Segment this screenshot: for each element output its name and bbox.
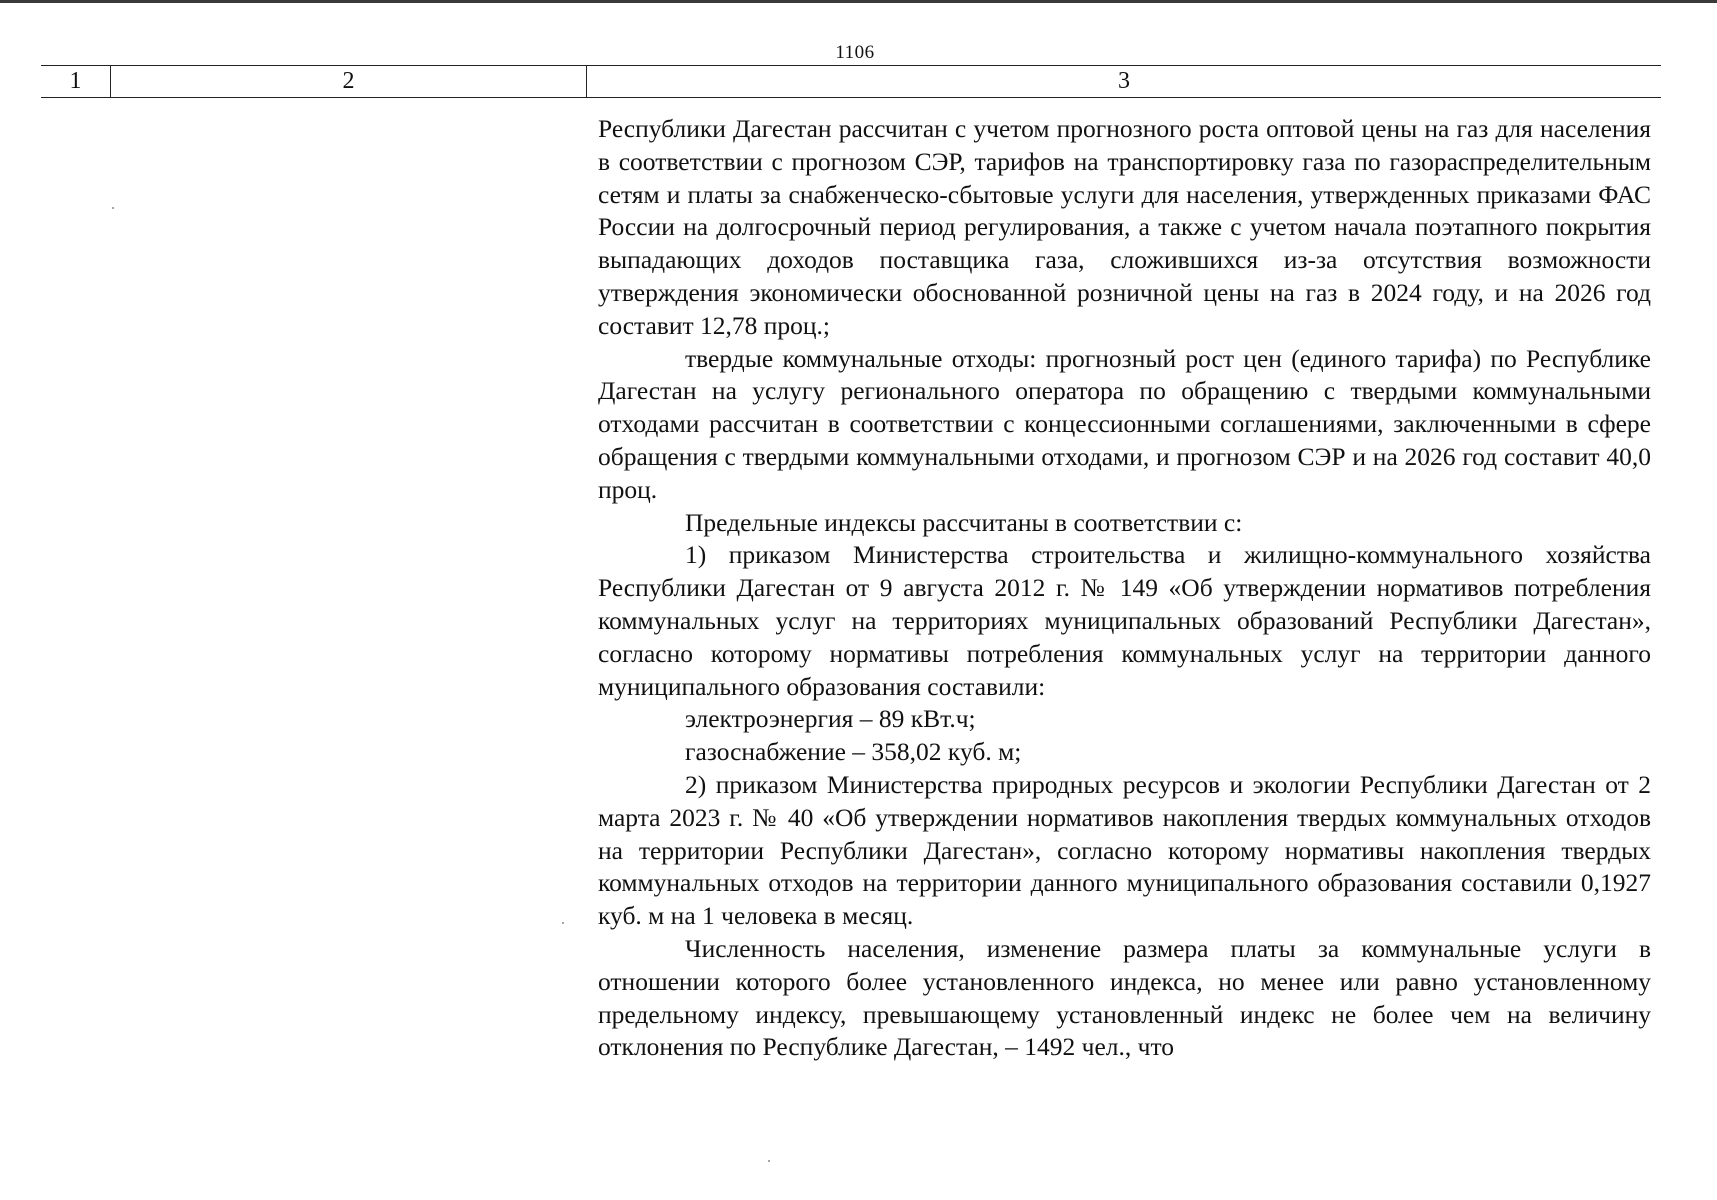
scan-speck — [562, 922, 564, 924]
column-number-1: 1 — [41, 66, 111, 97]
paragraph-electricity-norm: электроэнергия – 89 кВт.ч; — [685, 704, 976, 734]
paragraph-solid-waste: твердые коммунальные отходы: прогнозный рост цен (единого тарифа) по Республике Дагестан на услугу регионального оператора по обращению с твердыми коммунальными отходами рассчитан в соответствии с концессионными соглашениями, заключенными в сфере обращения с твердыми коммунальными отходами, и прогнозом СЭР и на 2026 год составит 40,0 проц. — [598, 343, 1651, 504]
paragraph-indices-basis: Предельные индексы рассчитаны в соответствии с: — [685, 507, 1243, 537]
paragraph-order-1: 1) приказом Министерства строительства и жилищно-коммунального хозяйства Республики Дагестан от 9 августа 2012 г. № 149 «Об утверждении нормативов потребления коммунальных услуг на территориях муниципальных образований Республики Дагестан», согласно которому нормативы потребления коммунальных услуг на территории данного муниципального образования составили: — [598, 540, 1651, 701]
paragraph-population: Численность населения, изменение размера платы за коммунальные услуги в отношении которого более установленного индекса, но менее или равно установленному предельному индексу, превышающему установленный индекс не более чем на величину отклонения по Республике Дагестан, – 1492 чел., что — [598, 933, 1651, 1062]
scan-speck — [112, 207, 114, 209]
scan-speck — [768, 1160, 770, 1162]
paragraph-gas-norm: газоснабжение – 358,02 куб. м; — [685, 737, 1022, 767]
column-number-2: 2 — [111, 66, 587, 97]
column-number-3: 3 — [1118, 68, 1130, 94]
page-number: 1106 — [835, 42, 875, 63]
table-column-header — [41, 65, 1661, 98]
document-body — [598, 113, 1651, 1064]
top-border-line — [0, 0, 1717, 3]
paragraph-order-2: 2) приказом Министерства природных ресурсов и экологии Республики Дагестан от 2 марта 2023 г. № 40 «Об утверждении нормативов накопления твердых коммунальных отходов на территории Республики Дагестан», согласно которому нормативы накопления твердых коммунальных отходов на территории данного муниципального образования составили 0,1927 куб. м на 1 человека в месяц. — [598, 769, 1651, 931]
paragraph-gas-tariff-continuation: Республики Дагестан рассчитан с учетом прогнозного роста оптовой цены на газ для населения в соответствии с прогнозом СЭР, тарифов на транспортировку газа по газораспределительным сетям и платы за снабженческо-сбытовые услуги для населения, утвержденных приказами ФАС России на долгосрочный период регулирования, а также с учетом начала поэтапного покрытия выпадающих доходов поставщика газа, сложившихся из-за отсутствия возможности утверждения экономически обоснованной розничной цены на газ в 2024 году, и на 2026 год составит 12,78 проц.; — [598, 114, 1651, 340]
